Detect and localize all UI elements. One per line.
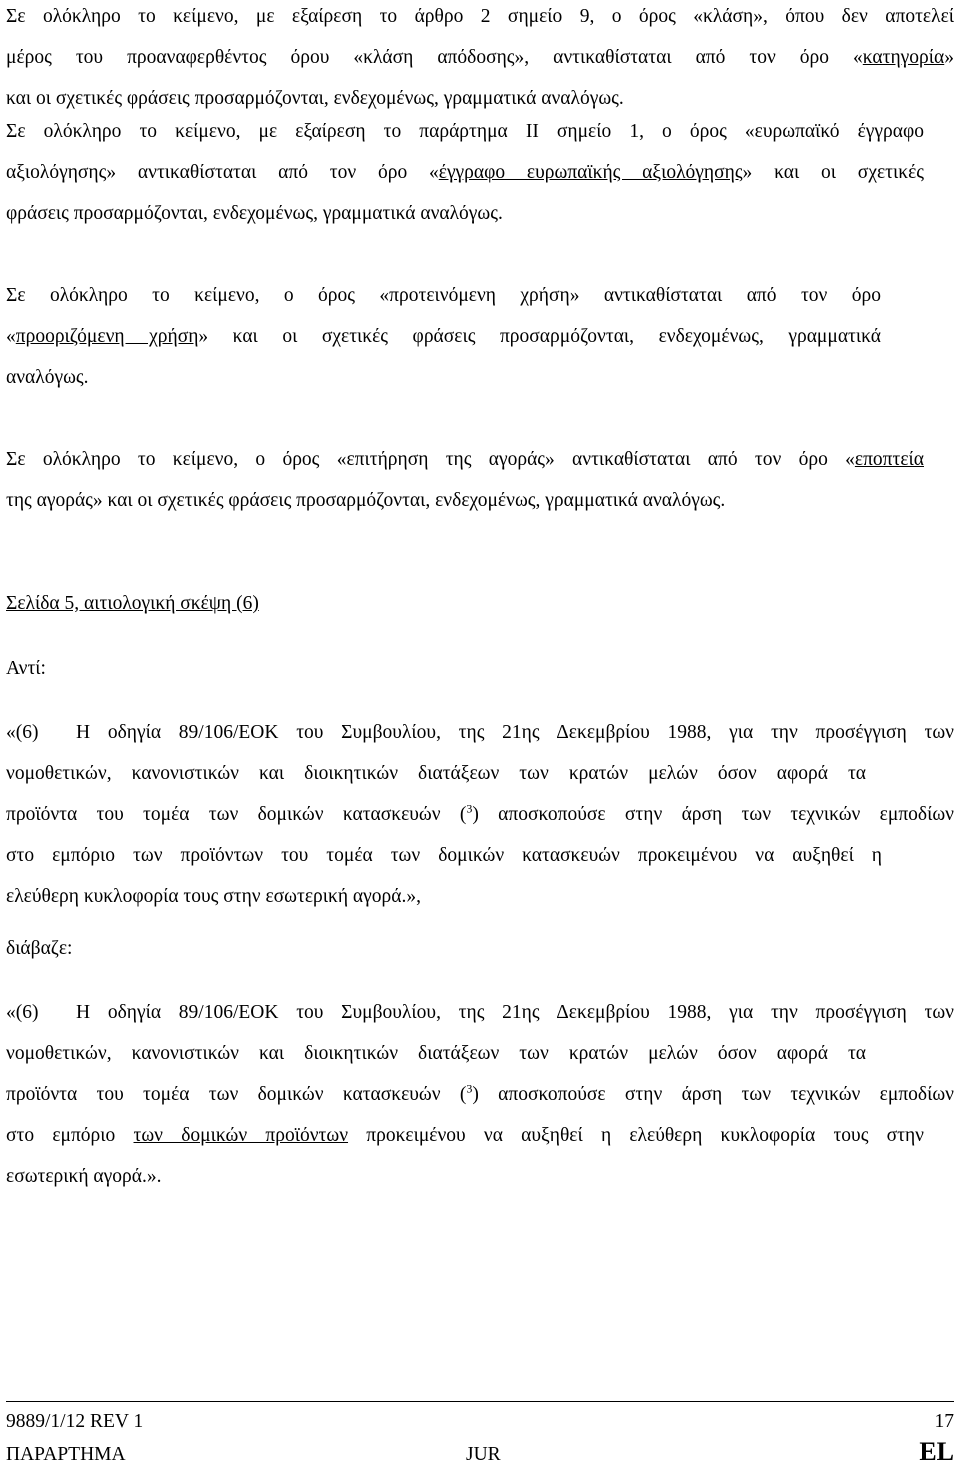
text-line: «προοριζόμενη χρήση» και οι σχετικές φράσεις προσαρμόζονται, ενδεχομένως, γραμματικά xyxy=(6,326,881,347)
annex-label: ΠΑΡΑΡΤΗΜΑ xyxy=(6,1444,126,1465)
underlined-term: έγγραφο ευρωπαϊκής αξιολόγησης xyxy=(438,162,743,183)
language-code: EL xyxy=(919,1437,954,1466)
text-line: στο εμπόριο των προϊόντων του τομέα των δομικών κατασκευών προκειμένου να αυξηθεί η xyxy=(6,845,882,866)
read-label: διάβαζε: xyxy=(6,938,73,959)
paragraph-intended-use xyxy=(6,275,881,398)
text-line: μέρος του προαναφερθέντος όρου «κλάση απόδοσης», αντικαθίσταται από τον όρο «κατηγορία» xyxy=(6,47,954,68)
text-line: προϊόντα του τομέα των δομικών κατασκευών ($^3$) αποσκοπούσε στην άρση των τεχνικών εμποδίων xyxy=(6,1081,954,1105)
text-line: και οι σχετικές φράσεις προσαρμόζονται, ενδεχομένως, γραμματικά αναλόγως. xyxy=(6,88,624,109)
text-line: Σε ολόκληρο το κείμενο, ο όρος «επιτήρηση της αγοράς» αντικαθίσταται από τον όρο «εποπτεία xyxy=(6,449,924,470)
text-line: Σε ολόκληρο το κείμενο, με εξαίρεση το παράρτημα ΙΙ σημείο 1, ο όρος «ευρωπαϊκό έγγραφο xyxy=(6,121,924,142)
text-line: νομοθετικών, κανονιστικών και διοικητικών διατάξεων των κρατών μελών όσον αφορά τα xyxy=(6,763,866,784)
text-line: αναλόγως. xyxy=(6,367,89,388)
underlined-term: των δομικών προϊόντων xyxy=(133,1125,349,1146)
text-line: «(6) Η οδηγία 89/106/ΕΟΚ του Συμβουλίου, της 21ης Δεκεμβρίου 1988, για την προσέγγιση των xyxy=(6,992,954,1033)
text-line: της αγοράς» και οι σχετικές φράσεις προσαρμόζονται, ενδεχομένως, γραμματικά αναλόγως. xyxy=(6,490,726,511)
footnote-ref: 3 xyxy=(466,1081,473,1096)
page-number: 17 xyxy=(934,1411,954,1432)
paragraph-class-term xyxy=(6,0,954,119)
text-line: προϊόντα του τομέα των δομικών κατασκευών ($^3$) αποσκοπούσε στην άρση των τεχνικών εμποδίων xyxy=(6,801,954,825)
section-heading: Σελίδα 5, αιτιολογική σκέψη (6) xyxy=(6,593,259,614)
underlined-term: εποπτεία xyxy=(854,449,924,470)
underlined-term: κατηγορία xyxy=(862,47,945,68)
text-line: φράσεις προσαρμόζονται, ενδεχομένως, γραμματικά αναλόγως. xyxy=(6,203,503,224)
document-reference: 9889/1/12 REV 1 xyxy=(6,1411,144,1432)
paragraph-market-surveillance xyxy=(6,439,924,521)
recital-number: «(6) xyxy=(6,722,39,743)
footer-divider xyxy=(6,1401,954,1402)
underlined-term: προοριζόμενη χρήση xyxy=(15,326,199,347)
text-line: Σε ολόκληρο το κείμενο, ο όρος «προτεινόμενη χρήση» αντικαθίσταται από τον όρο xyxy=(6,285,881,306)
recital-number: «(6) xyxy=(6,1002,39,1023)
paragraph-assessment-document xyxy=(6,111,924,234)
text-line: αξιολόγησης» αντικαθίσταται από τον όρο «έγγραφο ευρωπαϊκής αξιολόγησης» και οι σχετικές xyxy=(6,162,924,183)
text-line: εσωτερική αγορά.». xyxy=(6,1166,162,1187)
service-code: JUR xyxy=(466,1444,501,1465)
old-recital-text xyxy=(6,712,954,917)
text-line: «(6) Η οδηγία 89/106/ΕΟΚ του Συμβουλίου, της 21ης Δεκεμβρίου 1988, για την προσέγγιση των xyxy=(6,712,954,753)
text-line: Σε ολόκληρο το κείμενο, με εξαίρεση το άρθρο 2 σημείο 9, ο όρος «κλάση», όπου δεν αποτελεί xyxy=(6,6,954,27)
text-line: νομοθετικών, κανονιστικών και διοικητικών διατάξεων των κρατών μελών όσον αφορά τα xyxy=(6,1043,866,1064)
new-recital-text xyxy=(6,992,954,1197)
instead-label: Αντί: xyxy=(6,658,46,679)
text-line: ελεύθερη κυκλοφορία τους στην εσωτερική αγορά.», xyxy=(6,886,421,907)
text-line: στο εμπόριο των δομικών προϊόντων προκειμένου να αυξηθεί η ελεύθερη κυκλοφορία τους στην xyxy=(6,1125,925,1146)
footnote-ref: 3 xyxy=(466,801,473,816)
